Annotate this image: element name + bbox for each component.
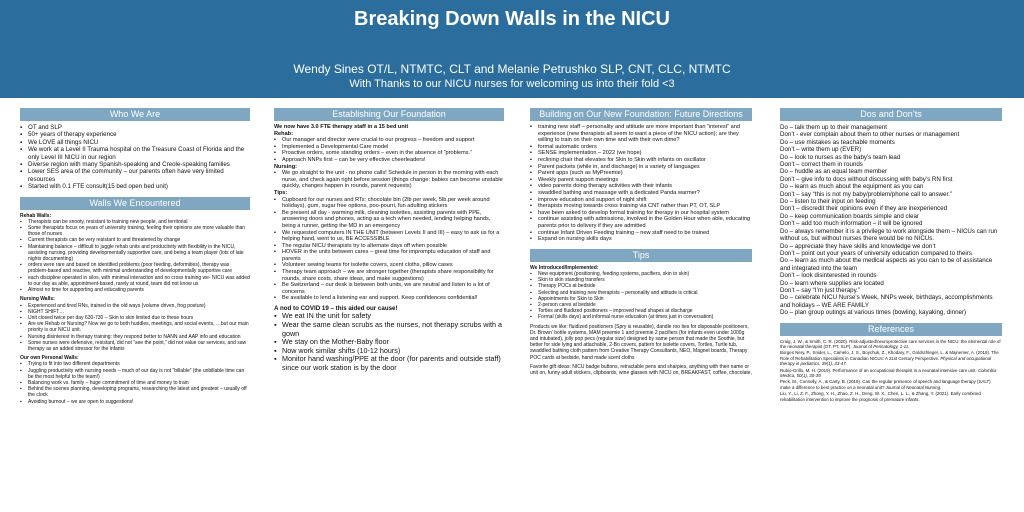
foundation-tip-item: ▪ Be available to lend a listening ear and support. Keep confidences confidential! bbox=[274, 295, 504, 302]
future-item: ▪ swaddled bathing and massage with a dedicated Panda warmer? bbox=[530, 190, 752, 197]
nursing-wall-item: ▪ Some nurses were defensive, resistant, did not “see the point,” did not value our services, and saw therapy as an added stressor for the infants bbox=[20, 340, 250, 352]
future-item: ▪ continue Infant Driven Feeding training – new staff need to be trained bbox=[530, 230, 752, 237]
future-item: ▪ Weekly parent support meetings bbox=[530, 177, 752, 184]
who-item: ▪ OT and SLP bbox=[20, 124, 250, 131]
who-item: ▪ We work at a Level II Trauma hospital on the Treasure Coast of Florida and the only Level III NICU in our region bbox=[20, 146, 250, 161]
future-item: ▪ training new staff – personality and attitude are more important than “interest” and experience (new therapists all seem to want a piece of the NICU action); are they willing to train on their own time and with their own dime? bbox=[530, 124, 752, 144]
dos-donts-item: Don’t – give info to docs without discussing with baby’s RN first bbox=[780, 175, 953, 183]
dos-donts-item: Do – appreciate they have skills and knowledge we don’t bbox=[780, 242, 936, 250]
dos-donts-list bbox=[780, 124, 1002, 317]
covid-title: A nod to COVID 19 – this aided our cause! bbox=[274, 305, 398, 313]
foundation-intro: We now have 3.0 FTE therapy staff in a 15 bed unit bbox=[274, 124, 409, 130]
products-paragraph: Products we like: fluidized positioners (Spry is reusable), dandle roo ties for disposable positioners, Dr. Brown’ bottle systems, MAM preemie 1 and preemie 2 pacifiers (for infants even under 1000g and intubated), jolly pop pecs (regular size) designed by same person that made the Soothie, but better for side lying and attachable, 2-Bo covers, pattern for isolette covers, Tortles, Turtle tub, swaddled bathing cloth pattern from Creative Therapy Consultants, NEO, Magnet boards, Therapy POC cards at bedside, hand made scent cloths bbox=[530, 323, 749, 361]
nursing-wall-item: ▪ NIGHT SHIFT… bbox=[20, 309, 250, 315]
dos-donts-item: Don’t – write them up (EVER) bbox=[780, 146, 862, 154]
dos-donts-item: Do – talk them up to their management bbox=[780, 124, 887, 131]
poster-thanks: With Thanks to our NICU nurses for welcoming us into their fold <3 bbox=[349, 78, 675, 90]
foundation-nursing-title: Nursing: bbox=[274, 163, 297, 170]
dos-donts-item: Don’t – point out your years of university education compared to theirs bbox=[780, 249, 972, 257]
reference-item bbox=[780, 391, 1002, 402]
rehab-wall-item: ▪ Some therapists focus on years of university training, feeling their opinions are more valuable than those of nurses bbox=[20, 225, 250, 237]
dos-donts-item: Do – learn as much about the medical aspects as you can to be of assistance and integrated into the team bbox=[780, 257, 993, 272]
tip-item: ▪ Formal (skills days) and informal nurse education (at times just in conversation) bbox=[530, 314, 752, 320]
poster-title: Breaking Down Walls in the NICU bbox=[354, 8, 670, 30]
foundation-tip-item: ▪ Cupboard for our nurses and RTs: chocolate bin (2lb per week, 5lb.per week around holidays), gum, sugar free options, poo-pourri, fun adulting stickers bbox=[274, 197, 504, 210]
foundation-nursing-item: ▪ We go straight to the unit - no phone calls! Schedule in person in the morning with each nurse, and check again right before session (things change: babies can become unstable quickly, changes happen in rounds, parent requests) bbox=[274, 170, 504, 190]
dos-donts-item: Do – keep communication boards simple and clear bbox=[780, 212, 919, 220]
dos-donts-item: Do – always remember it is a privilege to work alongside them – NICUs can run without us, but without nurses there would be no NICUs. bbox=[780, 227, 998, 243]
column-future-tips bbox=[530, 108, 752, 512]
tips-list bbox=[530, 271, 752, 321]
rehab-wall-item: ▪ each discipline operated in silos, with minimal interaction and no cross training we- NICU was added to our day as able, appointment-based, rarely at round, team did not know us bbox=[20, 275, 250, 287]
reference-item bbox=[780, 368, 1002, 379]
rehab-wall-item: ▪ Therapists can be snooty, resistant to training new people, and territorial bbox=[20, 219, 250, 225]
reference-journal: Journal of Neonatal Nursing. bbox=[885, 384, 942, 390]
covid-item: ▪ Monitor hand washing/PPE at the door (for parents and outside staff) since our work station is by the door bbox=[274, 355, 504, 372]
dos-donts-item: Don’t – say “this is not my baby/problem/phone call to answer.” bbox=[780, 190, 952, 198]
rehab-walls-title: Rehab Walls: bbox=[20, 212, 52, 219]
rehab-wall-item: ▪ Maintaining balance – difficult to juggle rehab units and productivity with flexibility in the NICU, assisting nursing, providing developmentally supportive care, and being a team player (lots of late nights documenting) bbox=[20, 244, 250, 263]
who-item: ▪ Started with 0.1 FTE consult(15 bed open bed unit) bbox=[20, 183, 250, 190]
nursing-wall-item: ▪ Unit closed twice per day 630-730 – Skin to skin limited due to these hours bbox=[20, 315, 250, 321]
personal-wall-item: ▪ Trying to fit into two different departments bbox=[20, 361, 250, 367]
nursing-wall-item: ▪ Experienced and tired RNs, trained in the old ways (volume driven, frog posture) bbox=[20, 303, 250, 309]
foundation-heading: Establishing Our Foundation bbox=[274, 108, 504, 121]
who-item: ▪ Lower SES area of the community – our parents often have very limited resources bbox=[20, 168, 250, 183]
rehab-wall-item: ▪ Current therapists can be very resistant to and threatened by change bbox=[20, 237, 250, 243]
dos-donts-item: Do – use mistakes as teachable moments bbox=[780, 138, 895, 146]
who-we-are-list bbox=[20, 124, 250, 191]
personal-wall-item: ▪ Balancing work vs. family – huge commitment of time and money to train bbox=[20, 380, 250, 386]
dos-donts-item: Do – look to nurses as the baby’s team lead bbox=[780, 153, 901, 161]
poster-header bbox=[0, 0, 1024, 98]
dos-donts-item: Do – learn as much about the equipment as you can bbox=[780, 183, 924, 191]
reference-text: Borges Nery, P., Snider, L., Camelo, J. S., Boychuk, Z., Khodary, F., Goldschleger, L. & Majnemer, A. (2019). The Role of Rehabilitation Specialists in Canadian NICUs: A 21st Century Perspective. bbox=[780, 350, 999, 361]
future-item: ▪ have been asked to develop formal training for therapy in our hospital system bbox=[530, 210, 752, 217]
tip-item: ▪ Tortles and fluidized positioners – improved head shapes at discharge bbox=[530, 308, 752, 314]
dos-donts-item: Don’t – look disinterested in rounds bbox=[780, 272, 877, 280]
future-item: ▪ Parent apps (such as MyPreemie) bbox=[530, 170, 752, 177]
future-item: ▪ therapists moving towards cross training via CNT rather than PT, OT, SLP bbox=[530, 203, 752, 210]
covid-item: ▪ We eat IN the unit for safety bbox=[274, 312, 504, 321]
foundation-tip-item: ▪ The regular NICU therapists try to alternate days off when possible bbox=[274, 243, 504, 250]
who-item: ▪ Diverse region with many Spanish-speaking and Creole-speaking families bbox=[20, 161, 250, 168]
rehab-wall-item: ▪ orders were rare and based on identified problems (poor feeding, deformities), therapy was problem-based and reactive, with minimal understanding of developmentally supportive care bbox=[20, 262, 250, 274]
foundation-tip-item: ▪ Be present all day - warming milk, cleaning isolettes, assisting parents with PPE, answering doors and phones, acting as a tech when needed, lending helping hands, being a runner, getting the MD in an emergency bbox=[274, 210, 504, 230]
covid-item: ▪ We stay on the Mother-Baby floor bbox=[274, 338, 504, 347]
tip-item: ▪ New equipment (positioning, feeding systems, pacifiers, skin to skin) bbox=[530, 271, 752, 277]
foundation-tip-item: ▪ Be Switzerland – our desk is between both units, we are neutral and listen to a lot of concerns bbox=[274, 282, 504, 295]
personal-walls-title: Our own Personal Walls: bbox=[20, 355, 79, 362]
reference-text: Liu, Y., Li, Z. F., Zhong, Y. H., Zhao, Z. H., Deng, W. X., Chen, L. L., & Zhang, Y. (2021). Early combined rehabilitation intervention to improve the prognosis of premature infants. bbox=[780, 391, 981, 402]
tips-heading: Tips bbox=[530, 249, 752, 262]
reference-journal: Physical and occupational therapy in pediatrics, 39(1), 33-47. bbox=[780, 355, 992, 367]
future-item: ▪ Expand on nursing skills days bbox=[530, 236, 752, 243]
dos-donts-item: Do – listen to their input on feeding bbox=[780, 198, 876, 206]
future-heading: Building on Our New Foundation: Future Directions bbox=[530, 108, 752, 121]
personal-wall-item: ▪ Avoiding burnout – we are open to suggestions! bbox=[20, 399, 250, 405]
foundation-tips-list bbox=[274, 197, 504, 303]
foundation-rehab-title: Rehab: bbox=[274, 130, 293, 137]
tips-intro: We Introduced/Implemented: bbox=[530, 264, 599, 271]
foundation-rehab-list bbox=[274, 137, 504, 163]
foundation-tip-item: ▪ We requested computers IN THE UNIT (between Levels II and III) – easy to ask us for a helping hand, went to us, BE ACCESSIBLE bbox=[274, 230, 504, 243]
nursing-wall-item: ▪ Are we Rehab or Nursing? Now we go to both huddles, meetings, and social events, …but our main priority is our NICU unit. bbox=[20, 321, 250, 333]
dos-donts-item: Don’t – discredit their opinions even if they are inexperienced bbox=[780, 205, 948, 213]
nursing-walls-list bbox=[20, 303, 250, 353]
future-item: ▪ improve education and support of night shift bbox=[530, 197, 752, 204]
dos-donts-item: Don’t - ever complain about them to other nurses or management bbox=[780, 131, 960, 139]
dos-donts-item: Do – celebrate NICU Nurse’s Week, NNPs week, birthdays, accomplishments and holidays – WE ARE FAMILY bbox=[780, 294, 993, 309]
foundation-tips-title: Tips: bbox=[274, 189, 288, 196]
reference-journal: Journal of Perinatology, 1-11. bbox=[852, 343, 910, 349]
foundation-rehab-item: ▪ Our manager and director were crucial to our progress – freedom and support bbox=[274, 137, 504, 144]
nursing-walls-title: Nursing Walls: bbox=[20, 296, 55, 303]
nursing-wall-item: ▪ Nursing disinterest in therapy training: they respond better to NANN and AAP info and education bbox=[20, 334, 250, 340]
references-list bbox=[780, 339, 1002, 402]
future-item: ▪ Parent packets (while in, and discharge) in a variety of languages bbox=[530, 164, 752, 171]
rehab-walls-list bbox=[20, 219, 250, 293]
future-item: ▪ continue assisting with admissions, involved in the Golden Hour when able, educating parents prior to delivery if they are admitted bbox=[530, 216, 752, 229]
foundation-rehab-item: ▪ Approach NNPs first – can be very effective cheerleaders! bbox=[274, 157, 504, 164]
poster-authors: Wendy Sines OT/L, NTMTC, CLT and Melanie Petrushko SLP, CNT, CLC, NTMTC bbox=[293, 62, 731, 76]
tip-item: ▪ Skin to skin standing transfers bbox=[530, 277, 752, 283]
who-we-are-heading: Who We Are bbox=[20, 108, 250, 121]
reference-text: Craig, J. W., & Smith, C. R. (2020). Risk-adjusted/neuroprotective care services in the NICU: the elemental role of the neonatal therapist (OT, PT, SLP). bbox=[780, 338, 1001, 349]
dos-donts-item: Don’t – correct them in rounds bbox=[780, 161, 863, 169]
dos-donts-item: Don’t – add too much information – it will be ignored bbox=[780, 220, 923, 228]
reference-journal: Colombia Medica, 50(1), 30-39. bbox=[780, 367, 997, 378]
foundation-tip-item: ▪ Volunteer sewing teams for isolette covers, scent cloths, pillow cases bbox=[274, 262, 504, 269]
covid-item: ▪ Wear the same clean scrubs as the nurses, not therapy scrubs with a gown bbox=[274, 321, 504, 338]
foundation-tip-item: ▪ HOVER in the units between cares – great time for impromptu education of staff and parents bbox=[274, 249, 504, 262]
reference-item bbox=[780, 350, 1002, 366]
rehab-wall-item: ▪ Almost no time for supporting and educating parents bbox=[20, 287, 250, 293]
dos-donts-item: Do – plan group outings at various times (bowling, kayaking, dinner) bbox=[780, 309, 967, 317]
dos-donts-item: Don’t – say “I’m just therapy.” bbox=[780, 286, 861, 294]
column-who-walls bbox=[20, 108, 250, 512]
favorites-paragraph: Favorite gift ideas: NICU badge buttons, retractable pens and sharpies, anything with their name or unit on, funny adult stickers, clipboards, wine glasses with NICU on, BREAKFAST, coffee, chocolate, bbox=[530, 363, 752, 376]
column-dos-refs bbox=[780, 108, 1002, 512]
dos-donts-item: Do – huddle as an equal team member bbox=[780, 168, 887, 176]
who-item: ▪ 50+ years of therapy experience bbox=[20, 131, 250, 138]
who-item: ▪ We LOVE all things NICU bbox=[20, 139, 250, 146]
dos-donts-heading: Dos and Don’ts bbox=[780, 108, 1002, 121]
column-foundation bbox=[274, 108, 504, 512]
personal-walls-list bbox=[20, 361, 250, 404]
future-item: ▪ video parents doing therapy activities with their infants bbox=[530, 183, 752, 190]
future-item: ▪ reclining chair that elevates for Skin to Skin with infants on oscillator bbox=[530, 157, 752, 164]
references-heading: References bbox=[780, 323, 1002, 336]
reference-item bbox=[780, 379, 1002, 390]
foundation-tip-item: ▪ Therapy team approach – we are stronger together (therapists share responsibility for rounds, share costs, share ideas, and make suggestions) bbox=[274, 269, 504, 282]
future-item: ▪ SENSE implementation – 2022 (we hope) bbox=[530, 150, 752, 157]
tip-item: ▪ Selecting and training new therapists – personality and attitude is critical bbox=[530, 290, 752, 296]
foundation-rehab-item: ▪ Proactive orders, some standing orders – even in the absence of “problems.” bbox=[274, 150, 504, 157]
dos-donts-item: Do – learn where supplies are located bbox=[780, 279, 884, 287]
future-item: ▪ formal automatic orders bbox=[530, 144, 752, 151]
personal-wall-item: ▪ Behind the scenes planning, developing programs, researching the latest and greatest – usually off the clock bbox=[20, 386, 250, 398]
foundation-rehab-item: ▪ Implemented a Developmental Care model bbox=[274, 144, 504, 151]
future-list bbox=[530, 124, 752, 243]
walls-heading: Walls We Encountered bbox=[20, 197, 250, 210]
reference-item bbox=[780, 339, 1002, 350]
tip-item: ▪ 2-person cares at bedside bbox=[530, 302, 752, 308]
reference-text: Rubio-Grillo, M. H. (2019). Performance of an occupational therapist in a neonatal intensive care unit. bbox=[780, 367, 978, 373]
tip-item: ▪ Therapy POCs at bedside bbox=[530, 283, 752, 289]
covid-list bbox=[274, 312, 504, 372]
foundation-nursing-list bbox=[274, 170, 504, 190]
covid-item: ▪ Now work similar shifts (10-12 hours) bbox=[274, 347, 504, 356]
reference-text: Peck, M., Connolly, A., & Carty, B. (2019). Can the regular presence of speech and language therapy (SALT) make a difference to best practice on a neonatal unit? bbox=[780, 379, 991, 390]
tip-item: ▪ Appointments for Skin to Skin bbox=[530, 296, 752, 302]
personal-wall-item: ▪ Juggling productivity with nursing needs – much of our day is not “billable” (the unbillable time can be the most helpful to the team!) bbox=[20, 368, 250, 380]
